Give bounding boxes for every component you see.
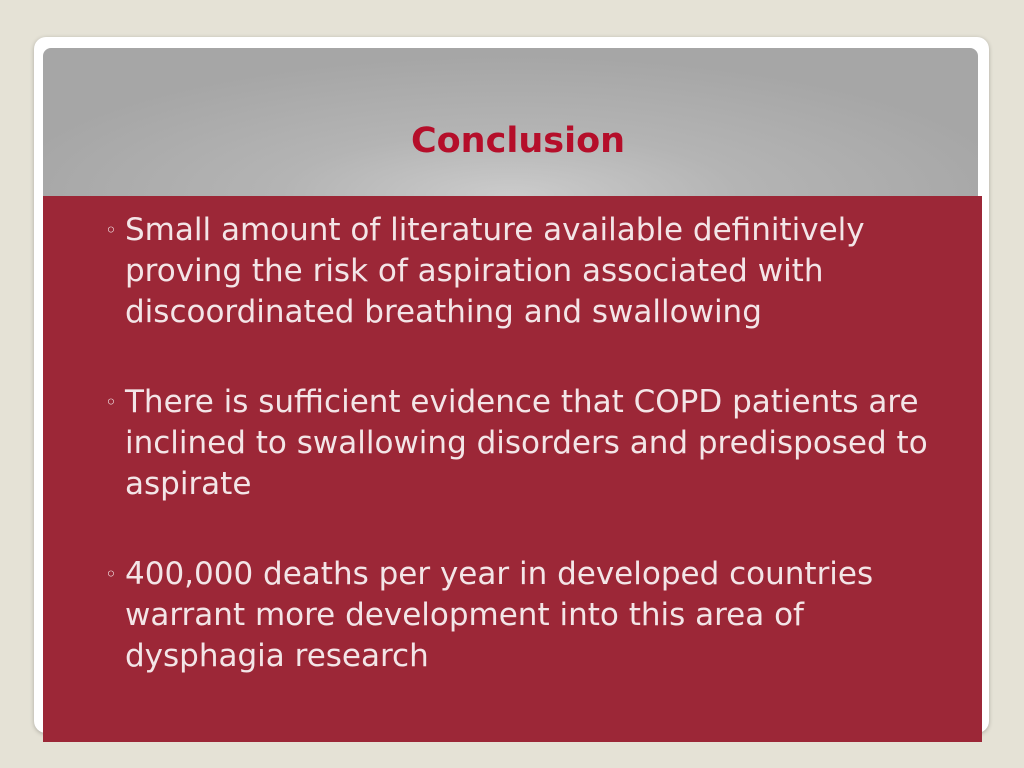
bullet-marker-icon: ◦ [105,562,117,586]
bullet-item [43,554,982,677]
bullet-marker-icon: ◦ [105,218,117,242]
bullet-text: 400,000 deaths per year in developed countries warrant more development into this area of dysphagia research [125,556,874,674]
bullet-text: Small amount of literature available definitively proving the risk of aspiration associated with discoordinated breathing and swallowing [125,212,865,330]
bullet-marker-icon: ◦ [105,390,117,414]
slide-title: Conclusion [410,121,626,161]
bullet-list [43,210,982,726]
content-area [43,196,982,742]
bullet-item [43,210,982,333]
bullet-item [43,382,982,505]
bullet-text: There is sufficient evidence that COPD patients are inclined to swallowing disorders and predisposed to aspirate [125,384,928,502]
